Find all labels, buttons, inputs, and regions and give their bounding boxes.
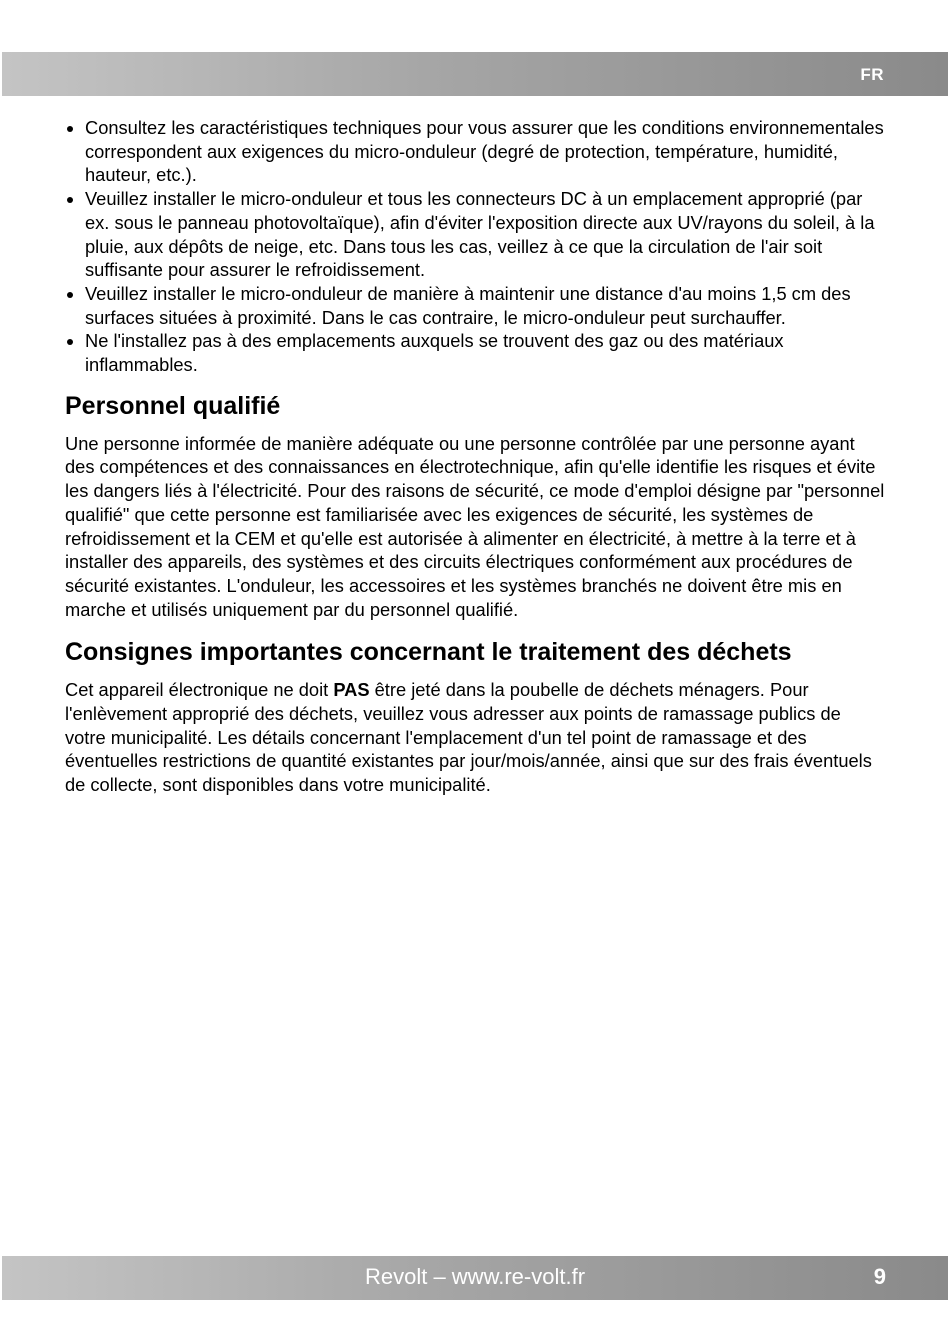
safety-bullet-list [65,116,885,377]
list-item: Veuillez installer le micro-onduleur et tous les connecteurs DC à un emplacement approprié (par ex. sous le panneau photovoltaïque), afin d'éviter l'exposition directe aux UV/rayons du soleil, à la pluie, aux dépôts de neige, etc. Dans tous les cas, veillez à ce que la circulation de l'air soit suffisante pour assurer le refroidissement. [65,187,885,282]
list-item: Veuillez installer le micro-onduleur de manière à maintenir une distance d'au moins 1,5 cm des surfaces situées à proximité. Dans le cas contraire, le micro-onduleur peut surchauffer. [65,282,885,329]
page-content [65,116,885,797]
body-text-start: Cet appareil électronique ne doit [65,679,334,701]
footer-website: Revolt – www.re-volt.fr [364,1264,586,1289]
body-text-end: être jeté dans la poubelle de déchets ménagers. Pour l'enlèvement approprié des déchets, veuillez vous adresser aux points de ramassage publics de votre municipalité. Les détails concernant l'emplacement d'un tel point de ramassage et des éventuelles restrictions de quantité existantes par jour/mois/année, ainsi que sur des frais éventuels de collecte, sont disponibles dans votre municipalité. [65,679,872,796]
section-title-personnel: Personnel qualifié [65,391,281,420]
list-item: Ne l'installez pas à des emplacements auxquels se trouvent des gaz ou des matériaux inflammables. [65,329,885,376]
footer-bar [2,1256,948,1300]
section-body-personnel: Une personne informée de manière adéquate ou une personne contrôlée par une personne ayant des compétences et des connaissances en électrotechnique, afin qu'elle identifie les risques et évite les dangers liés à l'électricité. Pour des raisons de sécurité, ce mode d'emploi désigne par "personnel qualifié" que cette personne est familiarisée avec les exigences de sécurité, les systèmes de refroidissement et la CEM et qu'elle est autorisée à alimenter en électricité, à mettre à la terre et à installer des appareils, des systèmes et des circuits électriques conformément aux procédures de sécurité existantes. L'onduleur, les accessoires et les systèmes branchés ne doivent être mis en marche et utilisés uniquement par du personnel qualifié. [65,432,885,620]
section-body-dechets [65,678,885,797]
emphasis-pas: PAS [333,679,370,701]
header-bar [2,52,948,96]
language-label: FR [860,65,884,84]
section-title-dechets: Consignes importantes concernant le traitement des déchets [65,638,792,667]
page-number: 9 [873,1264,886,1289]
list-item: Consultez les caractéristiques techniques pour vous assurer que les conditions environnementales correspondent aux exigences du micro-onduleur (degré de protection, température, humidité, hauteur, etc.). [65,116,885,187]
